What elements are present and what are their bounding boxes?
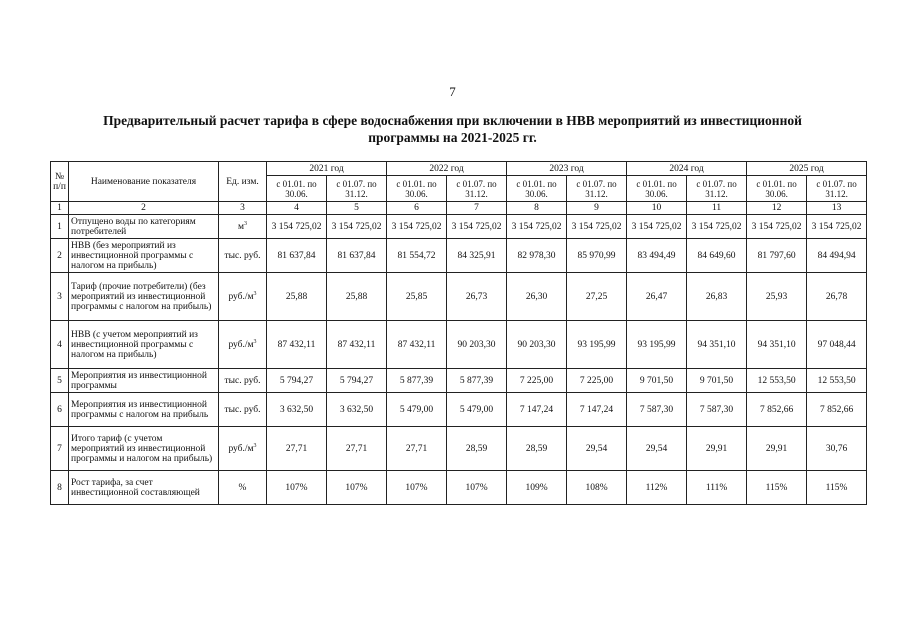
value-cell: 27,71 bbox=[267, 427, 327, 471]
value-cell: 94 351,10 bbox=[747, 321, 807, 369]
header-year-2024: 2024 год bbox=[627, 162, 747, 176]
unit-text: тыс. руб. bbox=[224, 404, 261, 415]
indicator-name: Итого тариф (с учетом мероприятий из инвестиционной программы и налогом на прибыль) bbox=[69, 427, 219, 471]
value-cell: 29,91 bbox=[687, 427, 747, 471]
value-cell: 5 479,00 bbox=[447, 393, 507, 427]
column-number: 6 bbox=[387, 202, 447, 215]
unit-text: % bbox=[238, 482, 247, 493]
value-cell: 93 195,99 bbox=[567, 321, 627, 369]
tariff-table bbox=[50, 161, 867, 505]
row-number: 1 bbox=[51, 215, 69, 239]
unit-superscript: 3 bbox=[244, 220, 247, 227]
value-cell: 108% bbox=[567, 471, 627, 505]
header-period-start: с 01.01. по 30.06. bbox=[507, 176, 567, 202]
value-cell: 7 852,66 bbox=[807, 393, 867, 427]
header-year-2023: 2023 год bbox=[507, 162, 627, 176]
value-cell: 7 587,30 bbox=[687, 393, 747, 427]
row-number: 5 bbox=[51, 369, 69, 393]
header-period-start: с 01.01. по 30.06. bbox=[267, 176, 327, 202]
value-cell: 81 637,84 bbox=[327, 239, 387, 273]
table-row bbox=[51, 427, 867, 471]
column-number-row bbox=[51, 202, 867, 215]
value-cell: 81 554,72 bbox=[387, 239, 447, 273]
value-cell: 81 797,60 bbox=[747, 239, 807, 273]
value-cell: 29,54 bbox=[567, 427, 627, 471]
value-cell: 3 154 725,02 bbox=[687, 215, 747, 239]
unit-cell bbox=[219, 369, 267, 393]
value-cell: 3 632,50 bbox=[327, 393, 387, 427]
value-cell: 3 154 725,02 bbox=[507, 215, 567, 239]
column-number: 4 bbox=[267, 202, 327, 215]
value-cell: 5 877,39 bbox=[447, 369, 507, 393]
column-number: 11 bbox=[687, 202, 747, 215]
table-row bbox=[51, 239, 867, 273]
indicator-name: НВВ (без мероприятий из инвестиционной программы с налогом на прибыль) bbox=[69, 239, 219, 273]
header-period-start: с 01.01. по 30.06. bbox=[627, 176, 687, 202]
value-cell: 7 147,24 bbox=[507, 393, 567, 427]
value-cell: 81 637,84 bbox=[267, 239, 327, 273]
value-cell: 90 203,30 bbox=[507, 321, 567, 369]
value-cell: 27,71 bbox=[327, 427, 387, 471]
value-cell: 7 225,00 bbox=[507, 369, 567, 393]
row-number: 6 bbox=[51, 393, 69, 427]
table-row bbox=[51, 369, 867, 393]
value-cell: 87 432,11 bbox=[267, 321, 327, 369]
value-cell: 25,93 bbox=[747, 273, 807, 321]
unit-cell bbox=[219, 393, 267, 427]
value-cell: 9 701,50 bbox=[627, 369, 687, 393]
header-period-end: с 01.07. по 31.12. bbox=[327, 176, 387, 202]
value-cell: 82 978,30 bbox=[507, 239, 567, 273]
value-cell: 3 154 725,02 bbox=[627, 215, 687, 239]
header-year-2021: 2021 год bbox=[267, 162, 387, 176]
header-name: Наименование показателя bbox=[69, 162, 219, 202]
value-cell: 5 877,39 bbox=[387, 369, 447, 393]
indicator-name: Мероприятия из инвестиционной программы с налогом на прибыль bbox=[69, 393, 219, 427]
column-number: 8 bbox=[507, 202, 567, 215]
value-cell: 26,83 bbox=[687, 273, 747, 321]
unit-text: руб./м bbox=[228, 443, 254, 454]
row-number: 7 bbox=[51, 427, 69, 471]
unit-text: м bbox=[237, 221, 244, 232]
value-cell: 97 048,44 bbox=[807, 321, 867, 369]
value-cell: 25,85 bbox=[387, 273, 447, 321]
header-row-years bbox=[51, 162, 867, 176]
unit-superscript: 3 bbox=[253, 338, 257, 345]
value-cell: 25,88 bbox=[267, 273, 327, 321]
value-cell: 5 794,27 bbox=[327, 369, 387, 393]
indicator-name: Рост тарифа, за счет инвестиционной составляющей bbox=[69, 471, 219, 505]
value-cell: 5 479,00 bbox=[387, 393, 447, 427]
unit-cell bbox=[219, 239, 267, 273]
header-period-end: с 01.07. по 31.12. bbox=[687, 176, 747, 202]
row-number: 3 bbox=[51, 273, 69, 321]
document-title bbox=[60, 112, 845, 146]
value-cell: 5 794,27 bbox=[267, 369, 327, 393]
value-cell: 7 147,24 bbox=[567, 393, 627, 427]
value-cell: 83 494,49 bbox=[627, 239, 687, 273]
value-cell: 84 325,91 bbox=[447, 239, 507, 273]
value-cell: 107% bbox=[267, 471, 327, 505]
unit-text: тыс. руб. bbox=[224, 375, 261, 386]
value-cell: 3 154 725,02 bbox=[567, 215, 627, 239]
value-cell: 107% bbox=[387, 471, 447, 505]
page-number: 7 bbox=[449, 84, 456, 99]
header-year-2025: 2025 год bbox=[747, 162, 867, 176]
value-cell: 27,25 bbox=[567, 273, 627, 321]
value-cell: 7 852,66 bbox=[747, 393, 807, 427]
value-cell: 12 553,50 bbox=[807, 369, 867, 393]
value-cell: 28,59 bbox=[507, 427, 567, 471]
table-row bbox=[51, 321, 867, 369]
table-row bbox=[51, 215, 867, 239]
value-cell: 3 154 725,02 bbox=[327, 215, 387, 239]
unit-superscript: 3 bbox=[253, 442, 257, 449]
value-cell: 9 701,50 bbox=[687, 369, 747, 393]
header-period-start: с 01.01. по 30.06. bbox=[387, 176, 447, 202]
value-cell: 107% bbox=[447, 471, 507, 505]
header-period-end: с 01.07. по 31.12. bbox=[807, 176, 867, 202]
value-cell: 29,54 bbox=[627, 427, 687, 471]
value-cell: 87 432,11 bbox=[387, 321, 447, 369]
value-cell: 93 195,99 bbox=[627, 321, 687, 369]
unit-superscript: 3 bbox=[253, 290, 257, 297]
value-cell: 115% bbox=[747, 471, 807, 505]
column-number: 3 bbox=[219, 202, 267, 215]
row-number: 4 bbox=[51, 321, 69, 369]
value-cell: 85 970,99 bbox=[567, 239, 627, 273]
value-cell: 112% bbox=[627, 471, 687, 505]
header-period-start: с 01.01. по 30.06. bbox=[747, 176, 807, 202]
header-num: № п/п bbox=[51, 162, 69, 202]
value-cell: 84 494,94 bbox=[807, 239, 867, 273]
unit-text: руб./м bbox=[228, 291, 254, 302]
value-cell: 3 154 725,02 bbox=[747, 215, 807, 239]
indicator-name: Тариф (прочие потребители) (без мероприятий из инвестиционной программы с налогом на прибыль) bbox=[69, 273, 219, 321]
column-number: 1 bbox=[51, 202, 69, 215]
value-cell: 94 351,10 bbox=[687, 321, 747, 369]
unit-cell bbox=[219, 471, 267, 505]
row-number: 8 bbox=[51, 471, 69, 505]
unit-cell bbox=[219, 427, 267, 471]
value-cell: 26,47 bbox=[627, 273, 687, 321]
value-cell: 3 154 725,02 bbox=[807, 215, 867, 239]
table-row bbox=[51, 273, 867, 321]
row-number: 2 bbox=[51, 239, 69, 273]
unit-cell bbox=[219, 273, 267, 321]
column-number: 5 bbox=[327, 202, 387, 215]
value-cell: 12 553,50 bbox=[747, 369, 807, 393]
value-cell: 109% bbox=[507, 471, 567, 505]
header-period-end: с 01.07. по 31.12. bbox=[447, 176, 507, 202]
value-cell: 84 649,60 bbox=[687, 239, 747, 273]
value-cell: 28,59 bbox=[447, 427, 507, 471]
indicator-name: НВВ (с учетом мероприятий из инвестиционной программы с налогом на прибыль) bbox=[69, 321, 219, 369]
unit-cell bbox=[219, 321, 267, 369]
unit-text: руб./м bbox=[228, 339, 254, 350]
table-row bbox=[51, 393, 867, 427]
value-cell: 3 154 725,02 bbox=[447, 215, 507, 239]
unit-cell bbox=[219, 215, 267, 239]
value-cell: 27,71 bbox=[387, 427, 447, 471]
header-year-2022: 2022 год bbox=[387, 162, 507, 176]
value-cell: 3 154 725,02 bbox=[387, 215, 447, 239]
column-number: 7 bbox=[447, 202, 507, 215]
value-cell: 90 203,30 bbox=[447, 321, 507, 369]
column-number: 9 bbox=[567, 202, 627, 215]
value-cell: 87 432,11 bbox=[327, 321, 387, 369]
value-cell: 30,76 bbox=[807, 427, 867, 471]
column-number: 10 bbox=[627, 202, 687, 215]
value-cell: 3 632,50 bbox=[267, 393, 327, 427]
value-cell: 25,88 bbox=[327, 273, 387, 321]
header-period-end: с 01.07. по 31.12. bbox=[567, 176, 627, 202]
title-line-2: программы на 2021-2025 гг. bbox=[368, 130, 537, 145]
value-cell: 115% bbox=[807, 471, 867, 505]
column-number: 2 bbox=[69, 202, 219, 215]
value-cell: 7 587,30 bbox=[627, 393, 687, 427]
header-unit: Ед. изм. bbox=[219, 162, 267, 202]
title-line-1: Предварительный расчет тарифа в сфере водоснабжения при включении в НВВ мероприятий из инвестиционной bbox=[103, 113, 802, 128]
value-cell: 26,73 bbox=[447, 273, 507, 321]
value-cell: 26,78 bbox=[807, 273, 867, 321]
table-body bbox=[51, 215, 867, 505]
unit-text: тыс. руб. bbox=[224, 250, 261, 261]
value-cell: 107% bbox=[327, 471, 387, 505]
table-row bbox=[51, 471, 867, 505]
indicator-name: Мероприятия из инвестиционной программы bbox=[69, 369, 219, 393]
column-number: 13 bbox=[807, 202, 867, 215]
indicator-name: Отпущено воды по категориям потребителей bbox=[69, 215, 219, 239]
value-cell: 26,30 bbox=[507, 273, 567, 321]
value-cell: 111% bbox=[687, 471, 747, 505]
value-cell: 29,91 bbox=[747, 427, 807, 471]
value-cell: 7 225,00 bbox=[567, 369, 627, 393]
value-cell: 3 154 725,02 bbox=[267, 215, 327, 239]
column-number: 12 bbox=[747, 202, 807, 215]
